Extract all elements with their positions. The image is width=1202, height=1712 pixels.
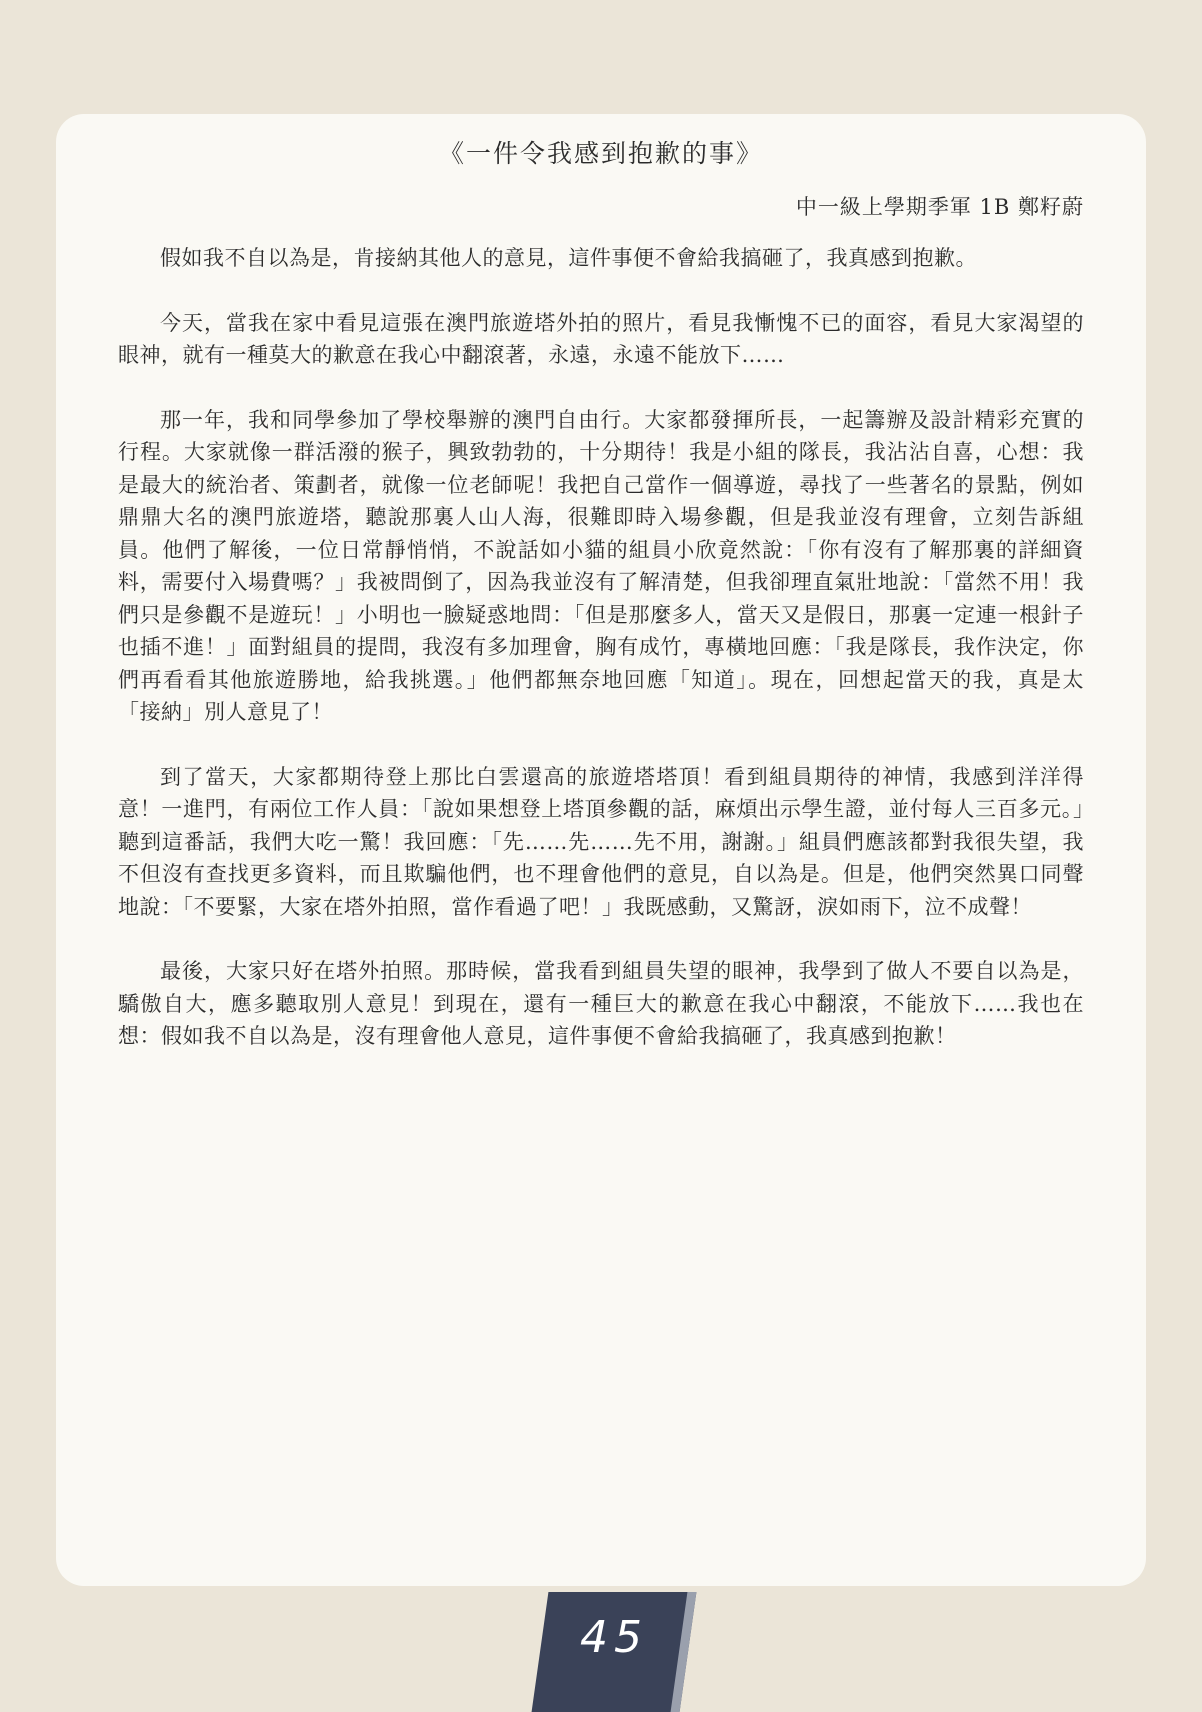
article-title: 《一件令我感到抱歉的事》 [438,139,763,168]
article-paragraph-2: 今天，當我在家中看見這張在澳門旅遊塔外拍的照片，看見我慚愧不已的面容，看見大家渴望的眼神，就有一種莫大的歉意在我心中翻滾著，永遠，永遠不能放下…… [118,310,1084,367]
article-paragraph-5: 最後，大家只好在塔外拍照。那時候，當我看到組員失望的眼神，我學到了做人不要自以為是，驕傲自大，應多聽取別人意見！到現在，還有一種巨大的歉意在我心中翻滾，不能放下……我也在想：假如我不自以為是，沒有理會他人意見，這件事便不會給我搞砸了，我真感到抱歉！ [118,959,1084,1048]
article-byline: 中一級上學期季軍 1B 鄭籽蔚 [795,195,1084,219]
article-card [56,114,1146,1586]
article-paragraph-1: 假如我不自以為是，肯接納其他人的意見，這件事便不會給我搞砸了，我真感到抱歉。 [160,246,977,270]
article-paragraph-3: 那一年，我和同學參加了學校舉辦的澳門自由行。大家都發揮所長，一起籌辦及設計精彩充實的行程。大家就像一群活潑的猴子，興致勃勃的，十分期待！我是小組的隊長，我沾沾自喜，心想：我是最大的統治者、策劃者，就像一位老師呢！我把自己當作一個導遊，尋找了一些著名的景點，例如鼎鼎大名的澳門旅遊塔，聽說那裏人山人海，很難即時入場參觀，但是我並沒有理會，立刻告訴組員。他們了解後，一位日常靜悄悄，不說話如小貓的組員小欣竟然說：「你有沒有了解那裏的詳細資料，需要付入場費嗎？」我被問倒了，因為我並沒有了解清楚，但我卻理直氣壯地說：「當然不用！我們只是參觀不是遊玩！」小明也一臉疑惑地問：「但是那麼多人，當天又是假日，那裏一定連一根針子也插不進！」面對組員的提問，我沒有多加理會，胸有成竹，專橫地回應：「我是隊長，我作決定，你們再看看其他旅遊勝地，給我挑選。」他們都無奈地回應「知道」。現在，回想起當天的我，真是太「接納」別人意見了！ [118,407,1084,724]
article-paragraph-4: 到了當天，大家都期待登上那比白雲還高的旅遊塔塔頂！看到組員期待的神情，我感到洋洋得意！一進門，有兩位工作人員：「說如果想登上塔頂參觀的話，麻煩出示學生證，並付每人三百多元。」聽到這番話，我們大吃一驚！我回應：「先……先……先不用，謝謝。」組員們應該都對我很失望，我不但沒有查找更多資料，而且欺騙他們，也不理會他們的意見，自以為是。但是，他們突然異口同聲地說：「不要緊，大家在塔外拍照，當作看過了吧！」我既感動，又驚訝，淚如雨下，泣不成聲！ [118,764,1084,919]
page-number: 45 [580,1612,648,1663]
